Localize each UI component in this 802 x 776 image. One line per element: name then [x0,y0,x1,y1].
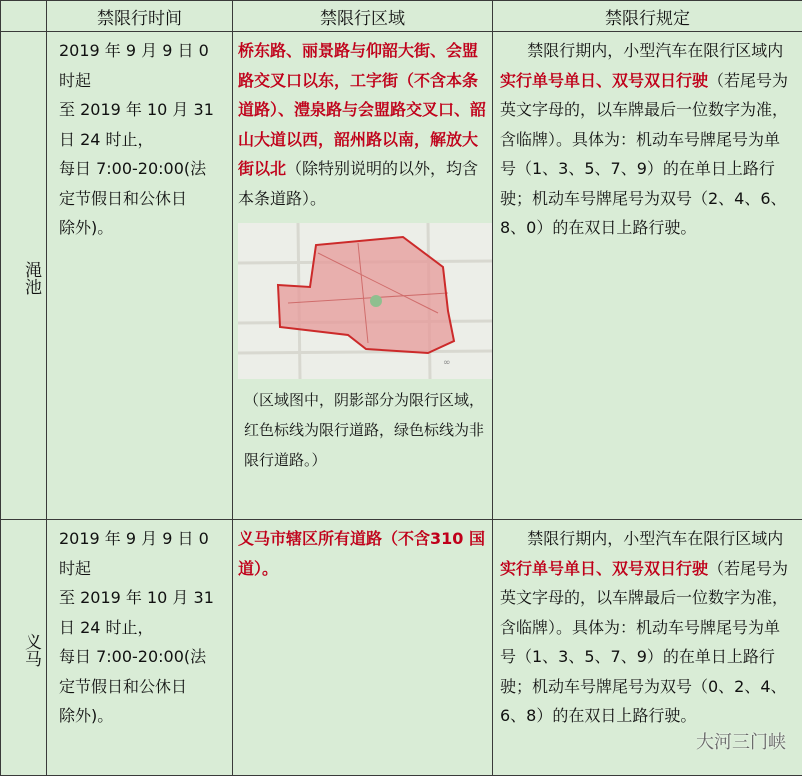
rule-detail: （若尾号为英文字母的，以车牌最后一位数字为准，含临牌）。具体为：机动车号牌尾号为单号（1、3、5、7、9）的在单日上路行驶；机动车号牌尾号为双号（2、4、6、8、0）的在双日上路行驶。 [500,71,788,238]
header-row [1,1,802,32]
area-red-text: 义马市辖区所有道路（不含310 国道）。 [238,524,488,583]
header-area: 禁限行区域 [233,1,493,32]
rule-text: 禁限行期内，小型汽车在限行区域内 [527,41,783,60]
city-cell: 义马 [1,520,47,776]
city-cell: 渑池 [1,32,47,520]
area-plain-text: （除特别说明的以外，均含本条道路）。 [238,159,478,208]
time-line: 定节假日和公休日 [59,184,226,214]
time-line: 除外)。 [59,701,226,731]
table-row [1,520,802,776]
time-cell [47,520,233,776]
rule-text: 禁限行期内，小型汽车在限行区域内 [527,529,783,548]
table-row [1,32,802,520]
time-line: 2019 年 9 月 9 日 0 [59,524,226,554]
time-line: 至 2019 年 10 月 31 [59,95,226,125]
area-red-text: 桥东路、丽景路与仰韶大街、会盟路交叉口以东，工字街（不含本条道路）、澧泉路与会盟路交叉口、韶山大道以西，韶州路以南，解放大街以北 [238,41,486,178]
time-line: 至 2019 年 10 月 31 [59,583,226,613]
time-line: 除外)。 [59,213,226,243]
time-line: 日 24 时止， [59,125,226,155]
time-cell [47,32,233,520]
restricted-area-map [238,223,492,379]
time-line: 定节假日和公休日 [59,672,226,702]
time-line: 时起 [59,554,226,584]
header-blank [1,1,47,32]
svg-text:∞: ∞ [443,358,451,368]
area-cell [233,520,493,776]
watermark: 大河三门峡 [696,728,786,754]
time-line: 2019 年 9 月 9 日 0 [59,36,226,66]
time-line: 每日 7:00-20:00(法 [59,154,226,184]
rule-red-text: 实行单号单日、双号双日行驶 [500,559,708,578]
time-line: 每日 7:00-20:00(法 [59,642,226,672]
header-rule: 禁限行规定 [493,1,802,32]
map-caption: （区域图中，阴影部分为限行区域，红色标线为限行道路，绿色标线为非限行道路。） [238,385,488,475]
area-cell [233,32,493,520]
rule-detail: （若尾号为英文字母的，以车牌最后一位数字为准，含临牌）。具体为：机动车号牌尾号为单号（1、3、5、7、9）的在单日上路行驶；机动车号牌尾号为双号（0、2、4、6、8）的在双日上路行驶。 [500,559,788,726]
time-line: 时起 [59,66,226,96]
rule-red-text: 实行单号单日、双号双日行驶 [500,71,708,90]
rule-cell [493,32,802,520]
time-line: 日 24 时止， [59,613,226,643]
header-time: 禁限行时间 [47,1,233,32]
